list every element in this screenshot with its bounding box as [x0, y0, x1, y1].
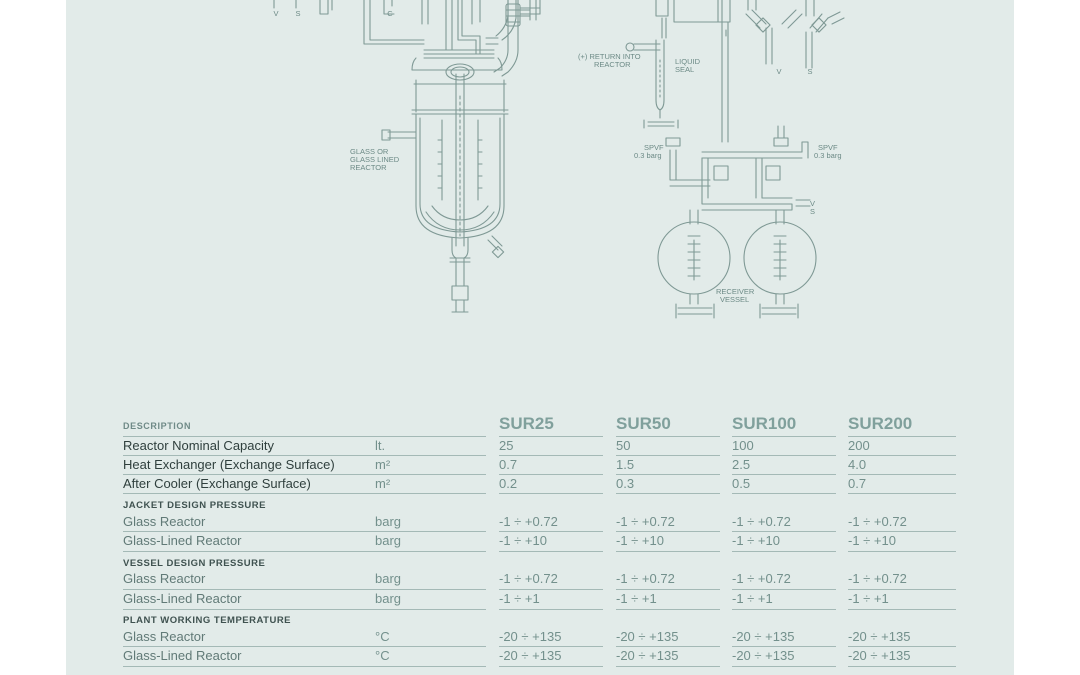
row-label: Glass-Lined Reactor	[123, 648, 242, 663]
row-unit: lt.	[375, 438, 386, 453]
row-label: Glass Reactor	[123, 571, 206, 586]
diagram-label: SPVF	[644, 143, 664, 152]
row-value: -1 ÷ +0.72	[499, 514, 558, 529]
diagram-label: GLASS OR	[350, 147, 389, 156]
row-value: 0.3	[616, 476, 635, 491]
diagram-label: S	[295, 9, 301, 18]
model-header-sur100: SUR100	[732, 414, 797, 433]
model-header-sur50: SUR50	[616, 414, 671, 433]
diagram-label: V	[776, 67, 782, 76]
row-label: Reactor Nominal Capacity	[123, 438, 275, 453]
model-header-sur200: SUR200	[848, 414, 913, 433]
diagram-label: LIQUID	[675, 57, 701, 66]
row-value: -1 ÷ +1	[732, 591, 773, 606]
diagram-label: REACTOR	[350, 163, 387, 172]
row-value: -1 ÷ +0.72	[616, 514, 675, 529]
row-value: -20 ÷ +135	[848, 648, 911, 663]
row-label: Heat Exchanger (Exchange Surface)	[123, 457, 335, 472]
row-unit: barg	[375, 514, 402, 529]
row-value: 50	[616, 438, 631, 453]
diagram-label: SPVF	[818, 143, 838, 152]
row-unit: barg	[375, 533, 402, 548]
row-label: After Cooler (Exchange Surface)	[123, 476, 311, 491]
row-value: -20 ÷ +135	[499, 648, 562, 663]
row-unit: °C	[375, 629, 390, 644]
row-value: -20 ÷ +135	[616, 629, 679, 644]
section-title-jacket: JACKET DESIGN PRESSURE	[123, 500, 266, 511]
diagram-label: 0.3 barg	[814, 151, 842, 160]
diagram-label: V	[810, 199, 816, 208]
spec-table	[66, 0, 1014, 675]
diagram-label: 0.3 barg	[634, 151, 662, 160]
diagram-label: RECEIVER	[716, 287, 755, 296]
row-unit: barg	[375, 591, 402, 606]
row-unit: barg	[375, 571, 402, 586]
row-value: 1.5	[616, 457, 635, 472]
row-value: -1 ÷ +0.72	[732, 514, 791, 529]
row-label: Glass Reactor	[123, 629, 206, 644]
row-value: -1 ÷ +1	[848, 591, 889, 606]
row-value: -1 ÷ +10	[499, 533, 547, 548]
row-value: -20 ÷ +135	[848, 629, 911, 644]
description-header: DESCRIPTION	[123, 421, 192, 431]
diagram-label: V	[273, 9, 279, 18]
row-unit: m²	[375, 476, 391, 491]
diagram-label: S	[807, 67, 813, 76]
row-value: -1 ÷ +0.72	[616, 571, 675, 586]
row-value: 4.0	[848, 457, 867, 472]
row-unit: m²	[375, 457, 391, 472]
row-value: -1 ÷ +10	[732, 533, 780, 548]
row-value: 200	[848, 438, 870, 453]
diagram-label: REACTOR	[594, 60, 631, 69]
row-value: -20 ÷ +135	[732, 629, 795, 644]
row-label: Glass-Lined Reactor	[123, 591, 242, 606]
row-value: -1 ÷ +1	[499, 591, 540, 606]
row-value: 2.5	[732, 457, 751, 472]
row-value: 100	[732, 438, 754, 453]
row-value: -20 ÷ +135	[732, 648, 795, 663]
document-page	[66, 0, 1014, 675]
diagram-label: VESSEL	[720, 295, 750, 304]
section-title-temperature: PLANT WORKING TEMPERATURE	[123, 615, 292, 626]
section-title-vessel: VESSEL DESIGN PRESSURE	[123, 558, 266, 569]
row-value: -1 ÷ +10	[848, 533, 896, 548]
row-value: 25	[499, 438, 514, 453]
row-value: 0.7	[848, 476, 867, 491]
row-value: -1 ÷ +10	[616, 533, 664, 548]
row-value: 0.7	[499, 457, 518, 472]
diagram-label: SEAL	[675, 65, 695, 74]
row-value: -1 ÷ +0.72	[499, 571, 558, 586]
diagram-label: GLASS LINED	[350, 155, 400, 164]
row-value: -20 ÷ +135	[616, 648, 679, 663]
diagram-label: S	[810, 207, 816, 216]
row-value: -1 ÷ +1	[616, 591, 657, 606]
diagram-label: (+) RETURN INTO	[578, 52, 641, 61]
diagram-label: C	[387, 9, 393, 18]
model-header-sur25: SUR25	[499, 414, 554, 433]
row-label: Glass Reactor	[123, 514, 206, 529]
row-value: -20 ÷ +135	[499, 629, 562, 644]
row-value: 0.2	[499, 476, 518, 491]
row-value: 0.5	[732, 476, 751, 491]
row-label: Glass-Lined Reactor	[123, 533, 242, 548]
row-value: -1 ÷ +0.72	[848, 514, 907, 529]
row-value: -1 ÷ +0.72	[732, 571, 791, 586]
row-value: -1 ÷ +0.72	[848, 571, 907, 586]
row-unit: °C	[375, 648, 390, 663]
